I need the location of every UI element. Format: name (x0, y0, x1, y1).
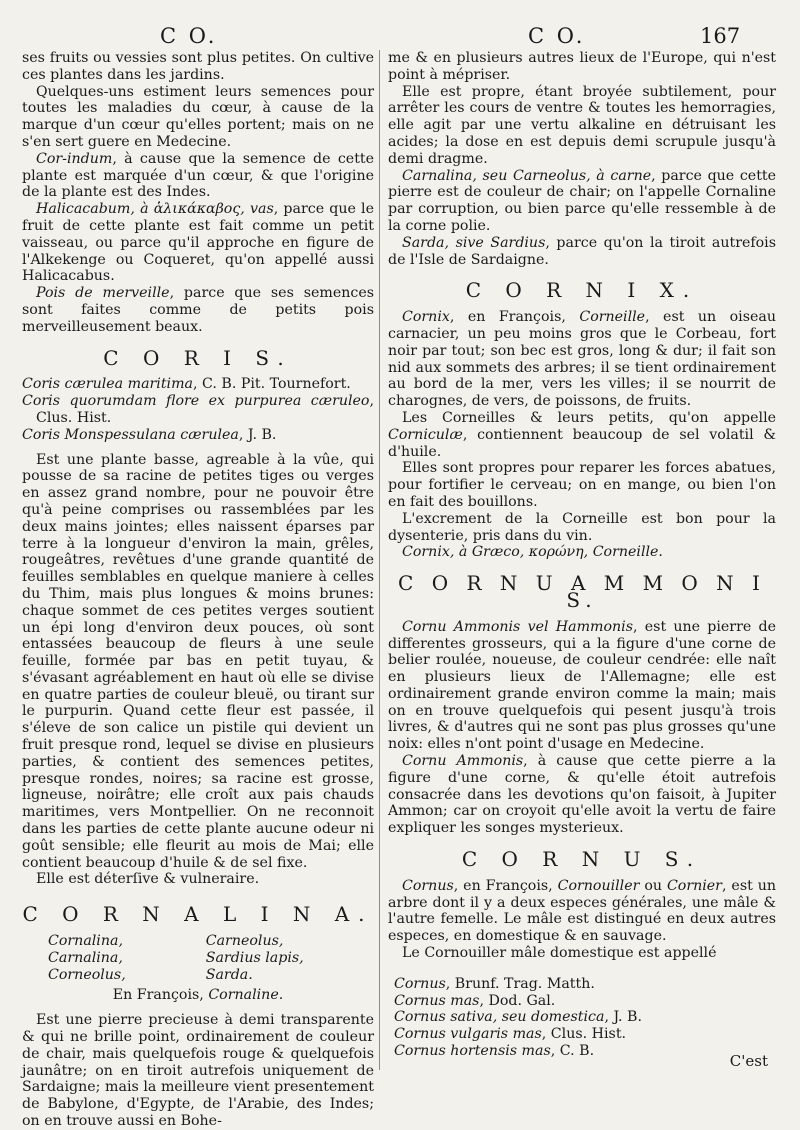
paragraph (22, 151, 374, 201)
text: ou (639, 877, 667, 894)
latin-name: Coris cærulea maritima (22, 376, 193, 393)
term: Corniculæ (388, 426, 463, 443)
term: Cornu Ammonis vel Hammonis (402, 618, 634, 635)
citation: , Dod. Gal. (479, 992, 556, 1009)
paragraph (22, 285, 374, 335)
synonym (22, 376, 374, 393)
text: , contiennent beaucoup de sel volatil & d'huile. (388, 426, 776, 460)
text: , parce que le fruit de cette plante est fait comme un petit vaisseau, ou parce qu'il approche en figure de l'Alkekenge ou Coqueret, qu'on appellé aussi Halicacabus. (22, 201, 374, 285)
synonym (394, 976, 776, 993)
text: , parce qu'on la tiroit autrefois de l'Isle de Sardaigne. (388, 234, 776, 268)
text: , en François, (453, 877, 558, 894)
cornus-synonyms (388, 976, 776, 1060)
running-head-right: C O. (528, 24, 586, 48)
paragraph (388, 309, 776, 410)
text: , en François, (449, 309, 580, 326)
paragraph: Elle est propre, étant broyée subtilement, pour arrêter les cours de ventre & toutes les hemorragies, elle agit par une vertu alkaline en détruisant les acides; la dose en est depuis demi scrupule jusqu'à demi dragme. (388, 83, 776, 167)
paragraph (388, 878, 776, 945)
term: Cornus (402, 877, 454, 894)
paragraph: Quelques-uns estiment leurs semences pour toutes les maladies du cœur, à cause de la marque d'un cœur qu'elles portent; mais on ne s'en sert guere en Medecine. (22, 83, 374, 150)
citation: , J. B. (604, 1009, 642, 1026)
name: Corneolus, (48, 966, 126, 983)
term: Corneille (579, 309, 646, 326)
paragraph: L'excrement de la Corneille est bon pour la dysenterie, pris dans du vin. (388, 510, 776, 544)
paragraph: Elles sont propres pour reparer les forces abatues, pour fortifier le cerveau; on en mange, ou bien l'on en fait des bouillons. (388, 460, 776, 510)
term: Cornu Ammonis (402, 753, 524, 770)
text: Les Corneilles & leurs petits, qu'on appelle (402, 409, 776, 426)
section-title-coris: C O R I S. (103, 345, 293, 370)
term: Carnalina, seu Carneolus, à carne (402, 167, 652, 184)
citation: , Clus. Hist. (541, 1026, 627, 1043)
name: Cornalina, (48, 933, 123, 950)
paragraph: ses fruits ou vessies sont plus petites. On cultive ces plantes dans les jardins. (22, 50, 374, 83)
section-title-cornus: C O R N U S. (461, 847, 703, 872)
text: , est un arbre dont il y a deux especes générales, une mâle & l'autre femelle. Le mâle est distingué en deux autres especes, en domestique & en sauvage. (388, 877, 776, 945)
text: , est un oiseau carnacier, un peu moins gros que le Corbeau, fort noir par tout; son bec est gros, long & dur; il fait son nid aux sommets des arbres; il se tient ordinairement au bord de la mer, vers les villes; il se nourrit de charognes, de vers, de poissons, de fruits. (388, 309, 776, 410)
paragraph: Est une plante basse, agreable à la vûe, qui pousse de sa racine de petites tiges ou verges en assez grand nombre, pour ne pouvoir être qu'à peine comprises ou rassemblées par les deux mains jointes; elles naissent éparses par terre à la longueur d'environ la main, grêles, rougeâtres, revêtues d'une grande quantité de feuilles semblables en quelque maniere à celles du Thim, mais plus longues & moins brunes: chaque sommet de ces petites verges soutient un épi long d'environ deux pouces, où sont entassées beaucoup de fleurs à une seule feuille, formée par bas en petit tuyau, & s'évasant agréablement en haut où elle se divise en quatre parties de couleur bleuë, ou tirant sur le purpurin. Quand cette fleur est passée, il s'éleve de son calice un pistile qui devient un fruit presque rond, lequel se divise en plusieurs parties, & contient des semences petites, presque rondes, noires; sa racine est grosse, ligneuse, noirâtre; elle croît aux pais chauds maritimes, vers Montpellier. On ne reconnoit dans les parties de cette plante aucune odeur ni goût sensible; elle fleurit au mois de Mai; elle contient beaucoup d'huile & de sel fixe. (22, 451, 374, 871)
column-rule (379, 50, 380, 1070)
section-title-cornalina: C O R N A L I N A. (22, 902, 374, 927)
running-head-left: C O. (160, 24, 218, 48)
name: Carnalina, (48, 949, 123, 966)
synonym (394, 1009, 776, 1026)
synonym (394, 1026, 776, 1043)
paragraph (388, 235, 776, 269)
citation: , Brunf. Trag. Matth. (445, 975, 595, 992)
term: Pois de merveille (36, 285, 170, 302)
synonym (22, 427, 374, 444)
left-column (22, 50, 374, 1130)
label: En François, (112, 987, 204, 1004)
synonym (394, 1043, 776, 1060)
section-title-cornix: C O R N I X. (465, 278, 699, 303)
term: Cornix (402, 309, 450, 326)
latin-name: Cornus (394, 975, 446, 992)
citation: , J. B. (238, 426, 277, 443)
paragraph: Est une pierre precieuse à demi transparente & qui ne brille point, ordinairement de couleur de chair, mais quelquefois rouge & quelquefois jaunâtre; on en tiroit autrefois uniquement de Sardaigne; mais la meilleure vient presentement de Babylone, d'Egypte, de l'Arabie, des Indes; on en trouve aussi en Bohe- (22, 1012, 374, 1130)
citation: , C. B. Pit. Tournefort. (193, 376, 351, 393)
names-right (206, 933, 304, 983)
term: Cornier (666, 877, 722, 894)
paragraph (388, 619, 776, 753)
citation: , Clus. Hist. (36, 393, 374, 426)
paragraph (388, 753, 776, 837)
latin-name: Coris quorumdam flore ex purpurea cæruleo (22, 393, 370, 410)
text: , parce que cette pierre est de couleur de chair; on l'appelle Cornaline par corruption, ou bien parce qu'elle ressemble à de la corne polie. (388, 167, 776, 234)
latin-name: Cornus sativa, seu domestica (394, 1009, 605, 1026)
names-left (48, 933, 126, 983)
french-name (22, 987, 374, 1004)
paragraph (22, 201, 374, 285)
synonym (394, 993, 776, 1010)
term: Sarda, sive Sardius (402, 234, 546, 251)
term: Cor-indum (36, 150, 113, 167)
text: , à cause que cette pierre a la figure d'une corne, & qu'elle étoit autrefois consacrée dans les devotions qu'on faisoit, à Jupiter Ammon; car on croyoit qu'elle avoit la vertu de faire expliquer les songes mysterieux. (388, 753, 776, 837)
paragraph: Elle est déterſive & vulneraire. (36, 871, 260, 888)
paragraph (388, 168, 776, 235)
paragraph (388, 410, 776, 460)
text: , parce que ses semences sont faites comme de petits pois merveilleusement beaux. (22, 285, 374, 335)
name: Sarda. (205, 966, 253, 983)
catchword: C'est (729, 1052, 768, 1070)
text: , est une pierre de differentes grosseurs, qui a la figure d'une corne de belier roulée, noueuse, de couleur cendrée: elle naît en plusieurs lieux de l'Allemagne; elle est ordinairement grande environ comme la main; mais on en trouve quelquefois qui pesent jusqu'à trois livres, & d'autres qui ne sont pas plus grosses qu'une noix: elles n'ont point d'usage en Medecine. (388, 618, 776, 753)
name: Sardius lapis, (205, 949, 304, 966)
name: Carneolus, (205, 933, 284, 950)
cornalina-names (22, 933, 374, 983)
citation: , C. B. (550, 1043, 595, 1060)
latin-name: Cornus mas (394, 992, 480, 1009)
section-title-cornu-ammonis: C O R N U A M M O N I S. (398, 571, 766, 612)
term: Cornaline. (208, 987, 284, 1004)
latin-name: Cornus vulgaris mas (394, 1026, 542, 1043)
term: Cornouiller (557, 877, 640, 894)
right-column (388, 50, 776, 1074)
paragraph: Cornix, à Græco, κορώνη, Corneille. (402, 544, 663, 561)
paragraph: me & en plusieurs autres lieux de l'Europe, qui n'est point à mépriser. (388, 50, 776, 83)
synonym (22, 393, 374, 427)
term: Halicacabum, à ἁλικάκαβος, vas (36, 201, 274, 218)
paragraph: Le Cornouiller mâle domestique est appellé (402, 945, 717, 962)
text: , à cause que la semence de cette plante est marquée d'un cœur, & que l'origine de la plante est des Indes. (22, 150, 374, 201)
page-number: 167 (700, 24, 741, 48)
latin-name: Coris Monspessulana cærulea (22, 426, 239, 443)
latin-name: Cornus hortensis mas (394, 1043, 551, 1060)
